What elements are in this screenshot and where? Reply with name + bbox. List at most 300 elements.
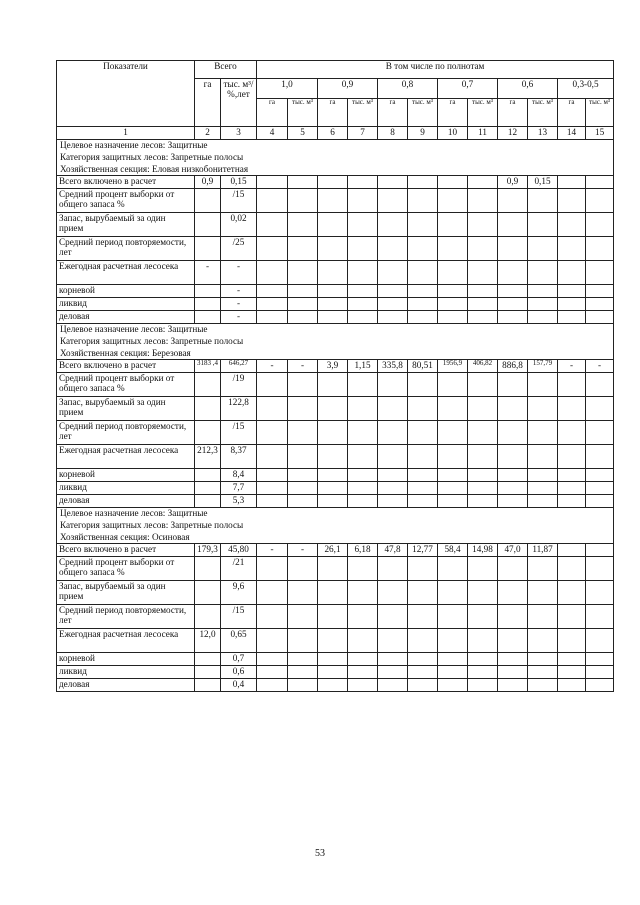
table-cell xyxy=(438,495,468,508)
table-cell: /15 xyxy=(221,421,257,445)
table-cell xyxy=(468,189,498,213)
table-cell: 0,4 xyxy=(221,679,257,692)
table-cell xyxy=(558,679,586,692)
table-cell xyxy=(586,445,614,469)
table-cell: 7,7 xyxy=(221,482,257,495)
table-cell xyxy=(586,605,614,629)
table-cell xyxy=(257,666,288,679)
table-cell xyxy=(195,397,221,421)
subheader-ha: га xyxy=(378,99,408,127)
table-cell xyxy=(528,445,558,469)
table-cell xyxy=(528,605,558,629)
table-cell xyxy=(528,653,558,666)
column-number: 14 xyxy=(558,127,586,140)
table-cell xyxy=(558,469,586,482)
table-cell xyxy=(378,629,408,653)
table-cell xyxy=(438,298,468,311)
table-cell xyxy=(257,213,288,237)
table-cell xyxy=(318,237,348,261)
table-row xyxy=(57,421,614,445)
table-cell xyxy=(257,605,288,629)
table-row xyxy=(57,285,614,298)
table-cell: 45,80 xyxy=(221,544,257,557)
table-cell xyxy=(378,189,408,213)
section-header-line: Хозяйственная секция: Березовая xyxy=(57,348,614,360)
table-cell xyxy=(438,397,468,421)
table-cell xyxy=(257,176,288,189)
table-cell xyxy=(438,237,468,261)
table-cell xyxy=(257,653,288,666)
table-cell xyxy=(468,605,498,629)
subheader-ha: га xyxy=(318,99,348,127)
table-cell xyxy=(528,189,558,213)
header-density-1: 1,0 xyxy=(257,79,318,99)
table-row xyxy=(57,213,614,237)
table-cell: 58,4 xyxy=(438,544,468,557)
table-cell xyxy=(408,445,438,469)
table-cell xyxy=(498,495,528,508)
table-cell xyxy=(408,311,438,324)
table-cell xyxy=(528,311,558,324)
table-cell xyxy=(438,373,468,397)
table-cell xyxy=(318,421,348,445)
table-cell xyxy=(586,261,614,285)
table-cell xyxy=(378,605,408,629)
table-cell xyxy=(558,495,586,508)
table-cell xyxy=(378,285,408,298)
table-cell: - xyxy=(257,360,288,373)
table-cell xyxy=(558,666,586,679)
table-cell xyxy=(558,237,586,261)
table-cell: 3183 ,4 xyxy=(195,360,221,373)
table-cell xyxy=(438,421,468,445)
table-cell xyxy=(586,213,614,237)
table-cell xyxy=(468,666,498,679)
subheader-volume: тыс. м³ xyxy=(468,99,498,127)
table-cell xyxy=(586,285,614,298)
row-label: Средний период повторяемости, лет xyxy=(57,605,195,629)
table-cell xyxy=(408,469,438,482)
row-label: деловая xyxy=(57,679,195,692)
table-row xyxy=(57,261,614,285)
table-cell xyxy=(318,469,348,482)
row-label: ликвид xyxy=(57,482,195,495)
table-cell xyxy=(378,581,408,605)
table-cell xyxy=(586,495,614,508)
table-cell xyxy=(558,298,586,311)
table-cell xyxy=(288,629,318,653)
table-cell: 1,15 xyxy=(348,360,378,373)
table-cell xyxy=(408,397,438,421)
section-header-line: Целевое назначение лесов: Защитные xyxy=(57,508,614,520)
table-cell xyxy=(558,605,586,629)
row-label: деловая xyxy=(57,495,195,508)
table-cell xyxy=(378,261,408,285)
table-cell xyxy=(468,298,498,311)
table-cell xyxy=(438,482,468,495)
table-cell xyxy=(348,285,378,298)
table-cell xyxy=(257,482,288,495)
table-cell xyxy=(257,298,288,311)
table-cell xyxy=(318,298,348,311)
table-cell: 0,15 xyxy=(528,176,558,189)
table-cell xyxy=(195,373,221,397)
table-cell xyxy=(348,629,378,653)
table-cell xyxy=(498,605,528,629)
column-number: 7 xyxy=(348,127,378,140)
table-cell xyxy=(378,311,408,324)
table-cell xyxy=(408,421,438,445)
table-cell xyxy=(318,557,348,581)
table-cell: 335,8 xyxy=(378,360,408,373)
row-label: Ежегодная расчетная лесосека xyxy=(57,445,195,469)
table-cell xyxy=(558,557,586,581)
table-cell xyxy=(498,666,528,679)
table-row xyxy=(57,176,614,189)
table-cell xyxy=(378,397,408,421)
table-row xyxy=(57,679,614,692)
table-cell xyxy=(318,373,348,397)
table-cell xyxy=(438,213,468,237)
table-cell xyxy=(558,482,586,495)
table-cell: 11,87 xyxy=(528,544,558,557)
table-cell xyxy=(498,397,528,421)
row-label: корневой xyxy=(57,469,195,482)
table-cell: 14,98 xyxy=(468,544,498,557)
table-cell xyxy=(528,482,558,495)
column-number: 13 xyxy=(528,127,558,140)
table-cell xyxy=(257,557,288,581)
table-cell xyxy=(288,213,318,237)
table-cell: 886,8 xyxy=(498,360,528,373)
table-cell xyxy=(257,495,288,508)
table-cell xyxy=(528,298,558,311)
table-cell xyxy=(257,581,288,605)
table-cell xyxy=(378,666,408,679)
table-cell xyxy=(558,653,586,666)
table-row xyxy=(57,469,614,482)
table-row xyxy=(57,373,614,397)
table-cell: 47,0 xyxy=(498,544,528,557)
table-cell xyxy=(348,397,378,421)
table-row xyxy=(57,445,614,469)
table-cell xyxy=(498,237,528,261)
table-cell xyxy=(438,629,468,653)
table-cell xyxy=(318,213,348,237)
table-cell: 9,6 xyxy=(221,581,257,605)
table-cell: 1956,9 xyxy=(438,360,468,373)
table-cell xyxy=(586,679,614,692)
table-cell xyxy=(257,285,288,298)
table-cell xyxy=(318,605,348,629)
table-cell xyxy=(498,445,528,469)
table-cell xyxy=(408,666,438,679)
table-cell xyxy=(558,421,586,445)
table-cell xyxy=(438,261,468,285)
table-row xyxy=(57,653,614,666)
table-cell xyxy=(586,298,614,311)
table-cell xyxy=(378,445,408,469)
table-cell xyxy=(438,679,468,692)
row-label: Ежегодная расчетная лесосека xyxy=(57,629,195,653)
table-cell xyxy=(318,285,348,298)
table-cell: 0,65 xyxy=(221,629,257,653)
table-cell xyxy=(195,285,221,298)
table-cell xyxy=(468,213,498,237)
table-cell: - xyxy=(221,298,257,311)
table-cell xyxy=(558,397,586,421)
table-cell xyxy=(408,237,438,261)
row-label: Запас, вырубаемый за один прием xyxy=(57,213,195,237)
row-label: ликвид xyxy=(57,666,195,679)
table-cell: /15 xyxy=(221,605,257,629)
table-cell: /19 xyxy=(221,373,257,397)
table-cell xyxy=(348,482,378,495)
table-row xyxy=(57,581,614,605)
table-cell xyxy=(586,176,614,189)
table-cell xyxy=(498,298,528,311)
table-cell xyxy=(257,469,288,482)
table-cell xyxy=(378,373,408,397)
table-cell xyxy=(408,581,438,605)
table-cell xyxy=(288,666,318,679)
table-cell xyxy=(318,629,348,653)
table-cell xyxy=(498,557,528,581)
table-cell xyxy=(468,397,498,421)
table-cell xyxy=(558,213,586,237)
column-number: 4 xyxy=(257,127,288,140)
table-cell xyxy=(288,495,318,508)
table-cell xyxy=(558,261,586,285)
subheader-ha: га xyxy=(558,99,586,127)
table-cell: 0,15 xyxy=(221,176,257,189)
subheader-volume: тыс. м³ xyxy=(586,99,614,127)
table-cell: 212,3 xyxy=(195,445,221,469)
section-header-line: Хозяйственная секция: Осиновая xyxy=(57,532,614,544)
table-cell xyxy=(318,445,348,469)
table-cell xyxy=(468,285,498,298)
table-cell xyxy=(498,285,528,298)
table-cell xyxy=(438,445,468,469)
table-cell xyxy=(348,653,378,666)
table-cell xyxy=(498,311,528,324)
table-cell xyxy=(348,213,378,237)
table-cell xyxy=(378,469,408,482)
row-label: Ежегодная расчетная лесосека xyxy=(57,261,195,285)
table-cell xyxy=(288,445,318,469)
table-row xyxy=(57,189,614,213)
table-cell xyxy=(318,581,348,605)
table-cell xyxy=(408,653,438,666)
table-cell xyxy=(586,557,614,581)
header-density-3: 0,8 xyxy=(378,79,438,99)
table-cell xyxy=(558,373,586,397)
subheader-ha: га xyxy=(257,99,288,127)
table-cell xyxy=(288,311,318,324)
table-cell xyxy=(586,421,614,445)
table-cell xyxy=(468,629,498,653)
table-cell xyxy=(528,581,558,605)
table-cell xyxy=(257,679,288,692)
table-cell xyxy=(195,311,221,324)
row-label: корневой xyxy=(57,285,195,298)
table-cell xyxy=(498,653,528,666)
row-label: корневой xyxy=(57,653,195,666)
table-cell: 47,8 xyxy=(378,544,408,557)
table-cell xyxy=(408,189,438,213)
table-cell xyxy=(408,373,438,397)
row-label: Запас, вырубаемый за один прием xyxy=(57,581,195,605)
table-cell xyxy=(498,581,528,605)
table-cell xyxy=(408,557,438,581)
table-row xyxy=(57,397,614,421)
table-cell xyxy=(257,373,288,397)
column-number: 9 xyxy=(408,127,438,140)
table-cell: 5,3 xyxy=(221,495,257,508)
table-cell xyxy=(468,495,498,508)
column-number: 10 xyxy=(438,127,468,140)
table-cell xyxy=(378,213,408,237)
subheader-volume: тыс. м³ xyxy=(528,99,558,127)
table-cell xyxy=(318,495,348,508)
header-by-density: В том числе по полнотам xyxy=(257,61,614,79)
table-cell xyxy=(378,237,408,261)
section-header-line: Целевое назначение лесов: Защитные xyxy=(57,140,614,152)
table-cell xyxy=(348,373,378,397)
table-cell xyxy=(348,557,378,581)
table-cell xyxy=(348,605,378,629)
table-cell: - xyxy=(221,285,257,298)
table-cell xyxy=(257,189,288,213)
table-cell: 179,3 xyxy=(195,544,221,557)
table-row xyxy=(57,605,614,629)
table-cell xyxy=(195,482,221,495)
section-header-line: Категория защитных лесов: Запретные полосы xyxy=(57,152,614,164)
table-cell: 8,4 xyxy=(221,469,257,482)
table-cell: - xyxy=(221,311,257,324)
column-number: 2 xyxy=(195,127,221,140)
table-cell xyxy=(586,373,614,397)
table-cell: 8,37 xyxy=(221,445,257,469)
table-cell: - xyxy=(558,360,586,373)
table-cell xyxy=(498,679,528,692)
table-cell xyxy=(348,445,378,469)
forest-cutting-table xyxy=(56,60,614,692)
table-cell xyxy=(498,373,528,397)
table-cell: 646,27 xyxy=(221,360,257,373)
table-cell xyxy=(378,298,408,311)
table-cell xyxy=(586,666,614,679)
table-cell: 122,8 xyxy=(221,397,257,421)
table-cell xyxy=(257,237,288,261)
table-cell xyxy=(257,397,288,421)
table-cell xyxy=(288,285,318,298)
table-cell: /15 xyxy=(221,189,257,213)
table-cell xyxy=(408,298,438,311)
header-density-6: 0,3-0,5 xyxy=(558,79,614,99)
table-cell: 0,6 xyxy=(221,666,257,679)
table-cell xyxy=(195,679,221,692)
table-cell xyxy=(558,176,586,189)
header-total-ha: га xyxy=(195,79,221,127)
table-cell: 26,1 xyxy=(318,544,348,557)
table-cell xyxy=(288,298,318,311)
table-cell: 157,79 xyxy=(528,360,558,373)
table-cell xyxy=(257,311,288,324)
table-cell xyxy=(318,176,348,189)
table-cell xyxy=(318,482,348,495)
table-cell: 12,77 xyxy=(408,544,438,557)
table-cell xyxy=(468,311,498,324)
table-cell: - xyxy=(288,544,318,557)
table-cell xyxy=(195,213,221,237)
table-cell: - xyxy=(288,360,318,373)
table-cell xyxy=(468,557,498,581)
column-number: 15 xyxy=(586,127,614,140)
table-cell xyxy=(498,629,528,653)
table-cell xyxy=(348,176,378,189)
table-cell xyxy=(318,397,348,421)
table-cell xyxy=(528,557,558,581)
table-cell xyxy=(288,482,318,495)
table-cell xyxy=(318,653,348,666)
table-cell xyxy=(438,581,468,605)
table-cell xyxy=(348,495,378,508)
table-cell xyxy=(288,176,318,189)
table-cell xyxy=(348,581,378,605)
table-cell: 0,7 xyxy=(221,653,257,666)
table-cell xyxy=(498,213,528,237)
table-cell xyxy=(558,189,586,213)
table-cell: 0,9 xyxy=(498,176,528,189)
table-cell xyxy=(586,544,614,557)
table-cell xyxy=(348,237,378,261)
row-label: Средний период повторяемости, лет xyxy=(57,421,195,445)
table-cell xyxy=(408,679,438,692)
table-cell: 6,18 xyxy=(348,544,378,557)
column-number: 3 xyxy=(221,127,257,140)
table-row xyxy=(57,237,614,261)
table-cell xyxy=(586,311,614,324)
section-header-line: Категория защитных лесов: Запретные полосы xyxy=(57,336,614,348)
row-label: деловая xyxy=(57,311,195,324)
table-cell xyxy=(586,653,614,666)
table-cell xyxy=(438,469,468,482)
table-cell xyxy=(528,469,558,482)
table-cell xyxy=(468,679,498,692)
table-cell xyxy=(586,482,614,495)
row-label: Всего включено в расчет xyxy=(57,360,195,373)
table-cell: 406,82 xyxy=(468,360,498,373)
table-row xyxy=(57,298,614,311)
table-row xyxy=(57,360,614,373)
section-header-line: Категория защитных лесов: Запретные полосы xyxy=(57,520,614,532)
table-cell xyxy=(528,679,558,692)
table-cell xyxy=(528,373,558,397)
table-cell xyxy=(468,581,498,605)
table-cell xyxy=(348,261,378,285)
subheader-volume: тыс. м³ xyxy=(288,99,318,127)
table-cell xyxy=(257,261,288,285)
table-cell xyxy=(288,421,318,445)
table-cell xyxy=(468,469,498,482)
table-cell xyxy=(438,176,468,189)
column-number: 5 xyxy=(288,127,318,140)
table-cell xyxy=(318,666,348,679)
table-cell xyxy=(438,557,468,581)
table-cell xyxy=(408,629,438,653)
table-cell xyxy=(558,285,586,298)
